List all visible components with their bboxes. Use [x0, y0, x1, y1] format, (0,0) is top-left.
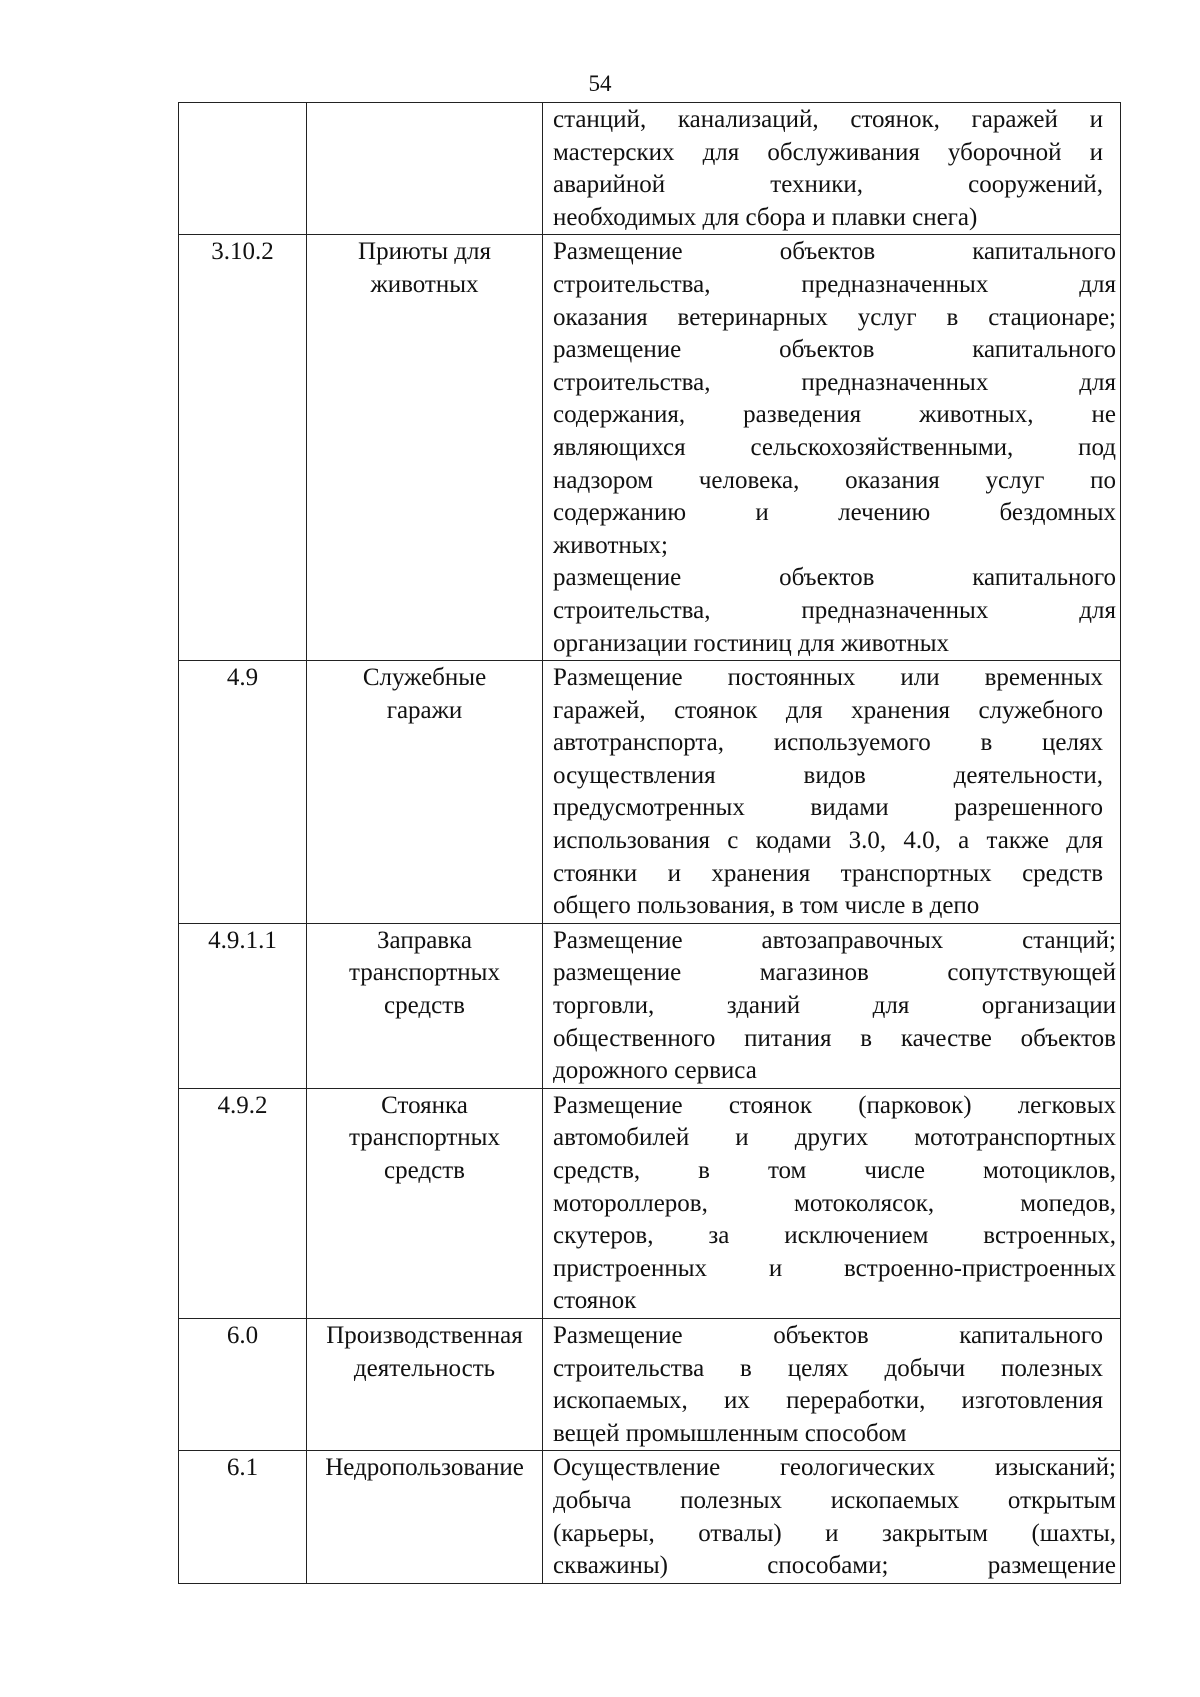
description-line: общественного питания в качестве объектов [553, 1024, 1116, 1052]
description-line: пристроенных и встроенно-пристроенных [553, 1254, 1116, 1282]
description-line: размещение объектов капитального [553, 336, 1116, 364]
description-cell [543, 923, 1121, 1088]
description-line: размещение объектов капитального [553, 564, 1116, 592]
table-row [179, 1088, 1121, 1318]
description-line: Размещение стоянок (парковок) легковых [553, 1091, 1116, 1119]
description-line: Размещение постоянных или временных [553, 664, 1103, 692]
description-line: дорожного сервиса [553, 1057, 757, 1085]
name-line: гаражи [386, 696, 463, 724]
name-line: транспортных [349, 959, 500, 987]
description-line: гаражей, стоянок для хранения служебного [553, 696, 1103, 724]
table-row [179, 1318, 1121, 1450]
description-line: станций, канализаций, стоянок, гаражей и [553, 106, 1103, 133]
description-line: автотранспорта, используемого в целях [553, 729, 1103, 757]
name-line: Заправка [377, 926, 472, 954]
name-line: транспортных [349, 1124, 500, 1152]
table-body [179, 103, 1121, 1584]
code-cell: 4.9 [179, 661, 307, 924]
description-line: Размещение автозаправочных станций; [553, 926, 1116, 954]
description-line: скважины) способами; размещение [553, 1552, 1116, 1580]
table-row [179, 103, 1121, 235]
land-use-table [178, 102, 1121, 1584]
description-cell [543, 1318, 1121, 1450]
name-line: Стоянка [381, 1091, 468, 1119]
name-cell [307, 661, 543, 924]
description-line: общего пользования, в том числе в депо [553, 892, 980, 920]
description-line: строительства, предназначенных для [553, 270, 1116, 298]
description-line: Размещение объектов капитального [553, 1321, 1103, 1349]
description-line: торговли, зданий для организации [553, 992, 1116, 1020]
description-line: животных; [553, 531, 669, 559]
description-cell [543, 661, 1121, 924]
name-cell [307, 103, 543, 235]
description-line: являющихся сельскохозяйственными, под [553, 433, 1116, 461]
description-line: строительства, предназначенных для [553, 368, 1116, 396]
name-cell [307, 1088, 543, 1318]
name-line: средств [384, 1157, 465, 1184]
description-line: строительства, предназначенных для [553, 596, 1116, 624]
description-line: содержания, разведения животных, не [553, 401, 1116, 429]
code-cell [179, 103, 307, 235]
table-row [179, 923, 1121, 1088]
description-line: мастерских для обслуживания уборочной и [553, 138, 1103, 166]
description-cell [543, 103, 1121, 235]
description-line: Осуществление геологических изысканий; [553, 1454, 1116, 1482]
code-cell: 6.0 [179, 1318, 307, 1450]
description-line: аварийной техники, сооружений, [553, 171, 1103, 199]
name-line: Производственная [326, 1321, 523, 1349]
description-line: оказания ветеринарных услуг в стационаре; [553, 303, 1116, 331]
description-line: организации гостиниц для животных [553, 629, 950, 657]
description-line: содержанию и лечению бездомных [553, 499, 1116, 527]
code-cell: 3.10.2 [179, 235, 307, 661]
description-line: необходимых для сбора и плавки снега) [553, 203, 978, 231]
name-cell [307, 1451, 543, 1583]
name-cell [307, 1318, 543, 1450]
code-cell: 4.9.1.1 [179, 923, 307, 1088]
name-line: животных [370, 270, 479, 298]
description-line: стоянок [553, 1287, 637, 1315]
name-line: Недропользование [325, 1454, 524, 1482]
table-row [179, 235, 1121, 661]
code-cell: 4.9.2 [179, 1088, 307, 1318]
description-line: размещение магазинов сопутствующей [553, 959, 1116, 987]
description-line: средств, в том числе мотоциклов, [553, 1157, 1116, 1184]
description-line: Размещение объектов капитального [553, 238, 1116, 266]
description-line: вещей промышленным способом [553, 1419, 907, 1447]
name-line: деятельность [353, 1354, 496, 1382]
description-line: ископаемых, их переработки, изготовления [553, 1387, 1103, 1415]
description-line: надзором человека, оказания услуг по [553, 466, 1116, 494]
description-line: (карьеры, отвалы) и закрытым (шахты, [553, 1519, 1116, 1547]
description-line: добыча полезных ископаемых открытым [553, 1486, 1116, 1514]
name-line: Приюты для [358, 238, 491, 266]
description-cell [543, 235, 1121, 661]
description-line: строительства в целях добычи полезных [553, 1354, 1103, 1382]
name-cell [307, 235, 543, 661]
page-number: 54 [588, 71, 612, 96]
table-row [179, 1451, 1121, 1583]
description-line: скутеров, за исключением встроенных, [553, 1222, 1116, 1250]
description-cell [543, 1088, 1121, 1318]
code-cell: 6.1 [179, 1451, 307, 1583]
name-line: средств [384, 992, 465, 1020]
description-cell [543, 1451, 1121, 1583]
description-line: предусмотренных видами разрешенного [553, 794, 1103, 822]
name-line: Служебные [362, 664, 487, 692]
name-cell [307, 923, 543, 1088]
description-line: стоянки и хранения транспортных средств [553, 859, 1103, 887]
description-line: осуществления видов деятельности, [553, 761, 1103, 789]
table-row [179, 661, 1121, 924]
description-line: использования с кодами 3.0, 4.0, а также для [553, 827, 1103, 855]
description-line: мотороллеров, мотоколясок, мопедов, [553, 1189, 1116, 1217]
description-line: автомобилей и других мототранспортных [553, 1124, 1116, 1152]
